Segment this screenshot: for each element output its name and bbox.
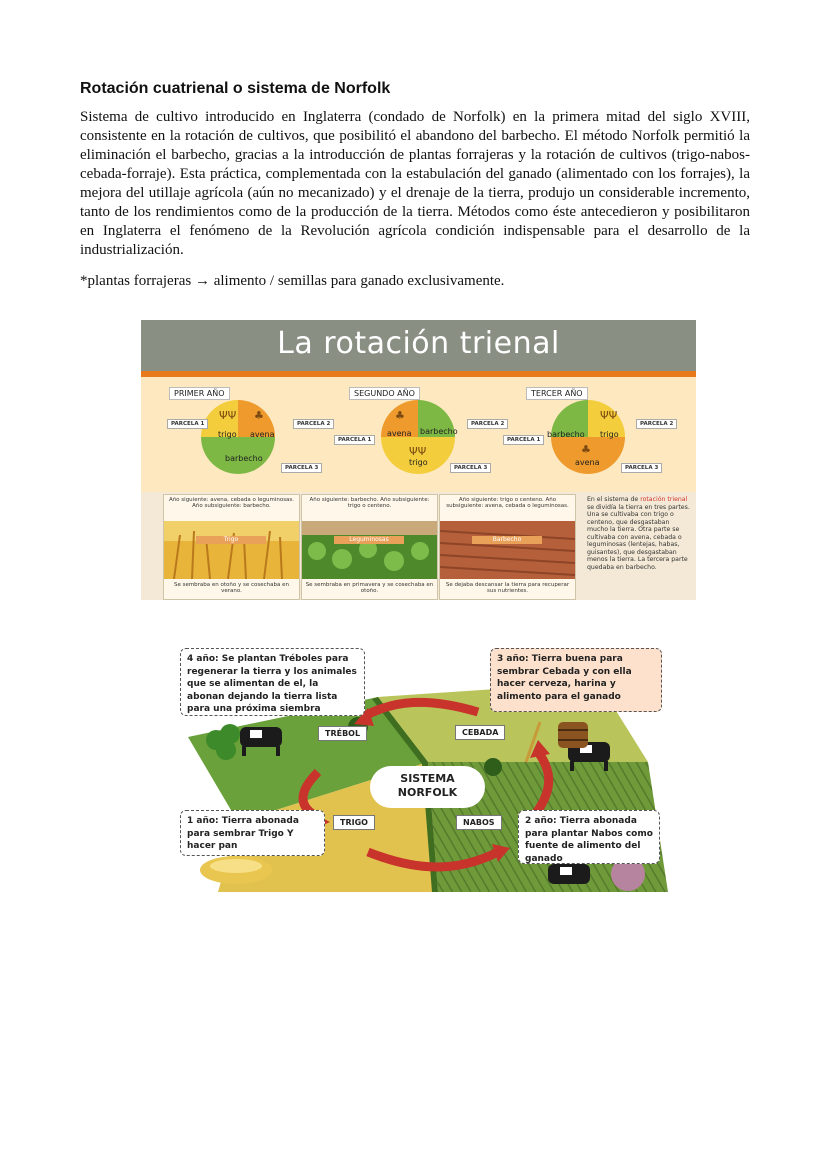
center-line-1: SISTEMA — [400, 772, 455, 785]
tag-cebada: CEBADA — [455, 725, 505, 740]
pie2-label-trigo: trigo — [409, 458, 428, 467]
panel-trigo-top: Año siguiente: avena, cebada o leguminosas. Año subsiguiente: barbecho. — [168, 497, 295, 509]
side-text-highlight: rotación trienal — [640, 496, 688, 503]
trienal-years — [141, 377, 696, 492]
panel-leguminosas — [301, 494, 438, 600]
wheat-icon: ΨΨ — [600, 409, 618, 422]
pie1-parcela-2: PARCELA 2 — [293, 419, 334, 429]
tree — [484, 758, 502, 776]
tag-nabos: NABOS — [456, 815, 502, 830]
tag-trigo: TRIGO — [333, 815, 375, 830]
pie3-label-trigo: trigo — [600, 430, 619, 439]
barrel-icon — [558, 722, 588, 748]
pie3-label-avena: avena — [575, 458, 600, 467]
legume-field-image — [302, 521, 437, 579]
pie3-parcela-3: PARCELA 3 — [621, 463, 662, 473]
panel-barbecho-tag: Barbecho — [472, 536, 542, 544]
panel-barbecho — [439, 494, 576, 600]
callout-year-4: 4 año: Se plantan Tréboles para regenerar la tierra y los animales que se alimentan de el, la abonan dejando la tierra lista para una próxima siembra — [180, 648, 365, 716]
oat-icon: ♣ — [395, 409, 405, 422]
panel-leguminosas-bottom: Se sembraba en primavera y se cosechaba en otoño. — [305, 582, 434, 594]
pie1-label-barbecho: barbecho — [225, 454, 263, 463]
fallow-field-image — [440, 521, 575, 579]
bread-highlight — [210, 859, 262, 873]
norfolk-center-badge — [370, 766, 485, 808]
pie3-label-barbecho: barbecho — [547, 430, 585, 439]
panel-trigo-bottom: Se sembraba en otoño y se cosechaba en verano. — [173, 582, 290, 594]
wheat-icon: ΨΨ — [409, 445, 427, 458]
trienal-panels — [141, 492, 696, 600]
oat-icon: ♣ — [254, 409, 264, 422]
main-paragraph: Sistema de cultivo introducido en Inglaterra (condado de Norfolk) en la primera mitad del siglo XVIII, consistente en la rotación de cultivos, que posibilitó el abandono del barbecho. El método Norfolk permitió la eliminación el barbecho, gracias a la introducción de plantas forrajeras y la rotación de cultivos (trigo-nabos-cebada-forraje). Esta práctica, complementada con la estabulación del ganado (alimentado con los forrajes), la mejora del utillaje agrícola (aún no mecanizado) y el drenaje de la tierra, produjo un considerable incremento, tanto de los rendimientos como de la producción de la tierra. Métodos como éste antecedieron y posibilitaron en Inglaterra el fenómeno de la Revolución agrícola condición indispensable para el desarrollo de la industrialización. — [80, 109, 750, 258]
trienal-title: La rotación trienal — [277, 326, 560, 361]
document-title: Rotación cuatrienal o sistema de Norfolk — [80, 80, 391, 97]
year-label-1: PRIMER AÑO — [169, 387, 230, 400]
callout-year-1: 1 año: Tierra abonada para sembrar Trigo Y hacer pan — [180, 810, 325, 856]
callout-year-3: 3 año: Tierra buena para sembrar Cebada y con ella hacer cerveza, harina y alimento para el ganado — [490, 648, 662, 712]
panel-trigo — [163, 494, 300, 600]
pie1-parcela-1: PARCELA 1 — [167, 419, 208, 429]
forage-note: *plantas forrajeras → alimento / semillas para ganado exclusivamente. — [80, 273, 505, 289]
pie1-label-avena: avena — [250, 430, 275, 439]
panel-barbecho-bottom: Se dejaba descansar la tierra para recuperar sus nutrientes. — [445, 582, 570, 594]
pie3-parcela-2: PARCELA 2 — [636, 419, 677, 429]
trienal-banner — [141, 320, 696, 371]
panel-leguminosas-tag: Leguminosas — [334, 536, 404, 544]
panel-trigo-tag: Trigo — [196, 536, 266, 544]
trienal-side-text — [587, 496, 691, 571]
center-line-2: NORFOLK — [397, 786, 458, 799]
side-text-rest: se dividía la tierra en tres partes. Una se cultivaba con trigo o centeno, que desgastaban mucho la tierra. Otra parte se cultivaba con avena, cebada o leguminosas (lentejas, habas, guisantes), que desgastaban menos la tierra. La tercera parte quedaba en barbecho. — [587, 503, 690, 571]
panel-barbecho-top: Año siguiente: trigo o centeno. Año subsiguiente: avena, cebada o leguminosas. — [446, 497, 569, 509]
pie2-parcela-2: PARCELA 2 — [467, 419, 508, 429]
pie2-parcela-1: PARCELA 1 — [334, 435, 375, 445]
panel-leguminosas-top: Año siguiente: barbecho. Año subsiguiente: trigo o centeno. — [309, 497, 430, 509]
trienal-figure — [141, 320, 696, 600]
tag-trebol: TRÉBOL — [318, 726, 367, 741]
pie2-label-avena: avena — [387, 429, 412, 438]
pie1-label-trigo: trigo — [218, 430, 237, 439]
pie3-parcela-1: PARCELA 1 — [503, 435, 544, 445]
oat-icon: ♣ — [581, 443, 591, 456]
wheat-field-image — [164, 521, 299, 579]
cow-icon — [548, 864, 590, 884]
year-label-3: TERCER AÑO — [526, 387, 588, 400]
year-label-2: SEGUNDO AÑO — [349, 387, 420, 400]
side-text-intro: En el sistema de — [587, 496, 639, 503]
callout-year-2: 2 año: Tierra abonada para plantar Nabos como fuente de alimento del ganado — [518, 810, 660, 864]
pie2-label-barbecho: barbecho — [420, 427, 458, 436]
pie2-parcela-3: PARCELA 3 — [450, 463, 491, 473]
norfolk-figure — [178, 642, 678, 897]
pie1-parcela-3: PARCELA 3 — [281, 463, 322, 473]
wheat-icon: ΨΨ — [219, 409, 237, 422]
